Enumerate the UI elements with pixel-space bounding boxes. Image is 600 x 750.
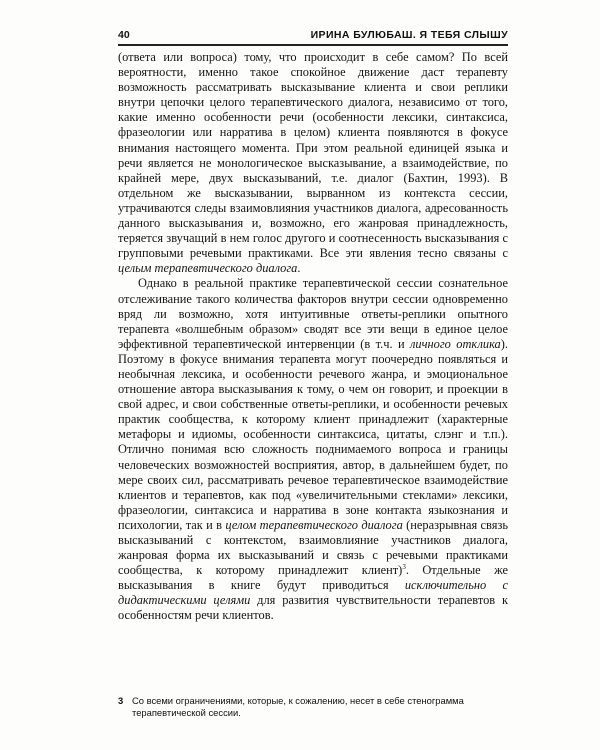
page-number: 40 [118, 29, 130, 41]
italic-phrase: исключительно с дидактическими целями [118, 578, 508, 608]
running-title: ИРИНА БУЛЮБАШ. Я ТЕБЯ СЛЫШУ [310, 29, 508, 41]
text-run: (ответа или вопроса) тому, что происходит в себе самом? По всей вероятности, именно такое спокойное движение даст терапевту возможность рассматривать высказывание клиента и свои реплики внутри цепочки целого терапевтического диалога, независимо от того, какие именно особенности речи (особенности лексики, синтаксиса, фразеологии или нарратива в целом) клиента появляются в фокусе внимания настоящего момента. При этом реальной единицей языка и речи является не монологическое высказывание, а взаимодействие, по крайней мере, двух высказываний, т.е. диалог (Бахтин, 1993). В отдельном же высказывании, вырванном из контекста сессии, утрачиваются следы взаимовлияния участников диалога, адресованность данного высказывания и, возможно, его жанровая принадлежность, теряется звучащий в нем голос другого и соотнесенность высказывания с групповыми речевыми практиками. Все эти явления тесно связаны с [118, 50, 508, 261]
footnote-text: Со всеми ограничениями, которые, к сожалению, несет в себе стенограмма терапевтической сессии. [132, 695, 464, 718]
running-header [118, 26, 508, 46]
text-run: . [297, 261, 301, 276]
text-run: (неразрывная связь высказываний с контекстом, взаимовлияние участников диалога, жанровая форма их высказываний и связь с речевыми практиками сообщества, к которому принадлежит клиент) [118, 517, 508, 578]
body-text [118, 50, 508, 624]
paragraph-1 [118, 50, 508, 276]
paragraph-2 [118, 276, 508, 623]
footnote [118, 695, 508, 719]
italic-phrase: личного отклика [410, 336, 501, 351]
text-run: Однако в реальной практике терапевтической сессии сознательное отслеживание такого количества факторов внутри сессии одновременно вряд ли возможно, хотя интуитивные ответы-реплики опытного терапевта «волшебным образом» сводят все эти вещи в единое целое эффективной терапевтической интервенции (в т.ч. и [118, 276, 508, 351]
footnote-reference[interactable]: 3 [402, 563, 406, 572]
text-run: . Отдельные же высказывания в книге будут приводиться [118, 563, 508, 593]
text-run: ). Поэтому в фокусе внимания терапевта могут поочередно появляться и необычная лексика, и особенности речевого жанра, и эмоциональное отношение автора высказывания к тому, о чем он говорит, и проекции в свой адрес, и свои собственные ответы-реплики, и особенности речевых практик сообщества, к которому клиент принадлежит (характерные метафоры и идиомы, особенности синтаксиса, цитаты, слэнг и т.п.). Отлично понимая всю сложность поднимаемого вопроса и границы человеческих возможностей восприятия, автор, в дальнейшем будет, по мере своих сил, рассматривать речевое терапевтическое взаимодействие клиентов и терапевтов, как под «увеличительными стеклами» лексики, фразеологии, синтаксиса и нарратива в зоне контакта языкознания и психологии, так и в [118, 336, 508, 532]
italic-phrase: целом терапевтического диалога [225, 517, 403, 532]
italic-phrase: целым терапевтического диалога [118, 261, 298, 276]
text-run: для развития чувствительности терапевтов к особенностям речи клиентов. [118, 593, 508, 623]
footnote-mark: 3 [118, 695, 124, 706]
